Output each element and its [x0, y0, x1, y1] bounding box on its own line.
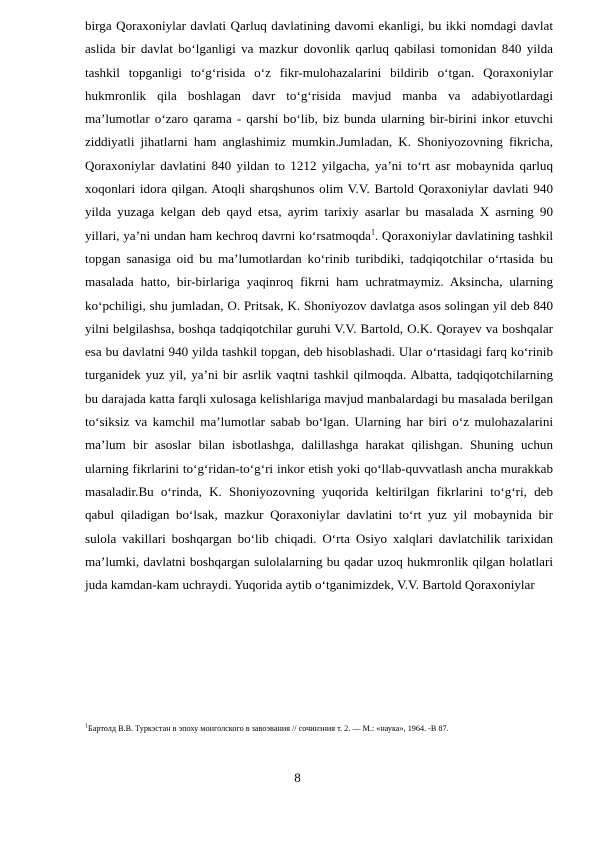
paragraph-text-part-1: birga Qoraxoniylar davlati Qarluq davlatining davomi ekanligi, bu ikki nomdagi davlat aslida bir davlat bo‘lganligi va mazkur dovonlik qarluq qabilasi tomonidan 840 yilda tashkil topganligi to‘g‘risida o‘z fikr-mulohazalarini bildirib o‘tgan. Qoraxoniylar hukmronlik qila boshlagan davr to‘g‘risida mavjud manba va adabiyotlardagi ma’lumotlar o‘zaro qarama - qarshi bo‘lib, biz bunda ularning bir-birini inkor etuvchi ziddiyatli jihatlarni ham anglashimiz mumkin.Jumladan, K. Shoniyozovning fikricha, Qoraxoniylar davlatini 840 yildan to 1212 yilgacha, ya’ni to‘rt asr mobaynida qarluq xoqonlari idora qilgan. Atoqli sharqshunos olim V.V. Bartold Qoraxoniylar davlati 940 yilda yuzaga kelgan deb qayd etsa, ayrim tarixiy asarlar bu masalada X asrning 90 yillari, ya’ni undan ham kechroq davrni ko‘rsatmoqda [85, 18, 553, 243]
footnote [85, 724, 553, 734]
page-number: 8 [294, 770, 301, 785]
footnote-text: Бартолд В.В. Туркэстан в эпоху монголского в завоэвания // сочинэния т. 2. — М.: «наука», 1964. -В 87. [88, 724, 449, 733]
footnote-reference[interactable]: 1 [370, 227, 375, 237]
body-paragraph [85, 14, 553, 596]
paragraph-text-part-2: . Qoraxoniylar davlatining tashkil topgan sanasiga oid bu ma’lumotlardan ko‘rinib turibdiki, tadqiqotchilar o‘rtasida bu masalada hatto, bir-birlariga yaqinroq fikrni ham uchratmaymiz. Aksincha, ularning ko‘pchiligi, shu jumladan, O. Pritsak, K. Shoniyozov davlatga asos solingan yil deb 840 yilni belgilashsa, boshqa tadqiqotchilar guruhi V.V. Bartold, O.K. Qorayev va boshqalar esa bu davlatni 940 yilda tashkil topgan, deb hisoblashadi. Ular o‘rtasidagi farq ko‘rinib turganidek yuz yil, ya’ni bir asrlik vaqtni tashkil qilmoqda. Albatta, tadqiqotchilarning bu darajada katta farqli xulosaga kelishlariga mavjud manbalardagi bu masalada berilgan to‘siksiz va kamchil ma’lumotlar sabab bo‘lgan. Ularning har biri o‘z mulohazalarini ma’lum bir asoslar bilan isbotlashga, dalillashga harakat qilishgan. Shuning uchun ularning fikrlarini to‘g‘ridan-to‘g‘ri inkor etish yoki qo‘llab-quvvatlash ancha murakkab masaladir.Bu o‘rinda, K. Shoniyozovning yuqorida keltirilgan fikrlarini to‘g‘ri, deb qabul qiladigan bo‘lsak, mazkur Qoraxoniylar davlatini to‘rt yuz yil mobaynida bir sulola vakillari boshqargan bo‘lib chiqadi. O‘rta Osiyo xalqlari davlatchilik tarixidan ma’lumki, davlatni boshqargan sulolalarning bu qadar uzoq hukmronlik qilgan holatlari juda kamdan-kam uchraydi. Yuqorida aytib o‘tganimizdek, V.V. Bartold Qoraxoniylar [85, 227, 554, 593]
footnote-marker: 1 [85, 723, 88, 730]
